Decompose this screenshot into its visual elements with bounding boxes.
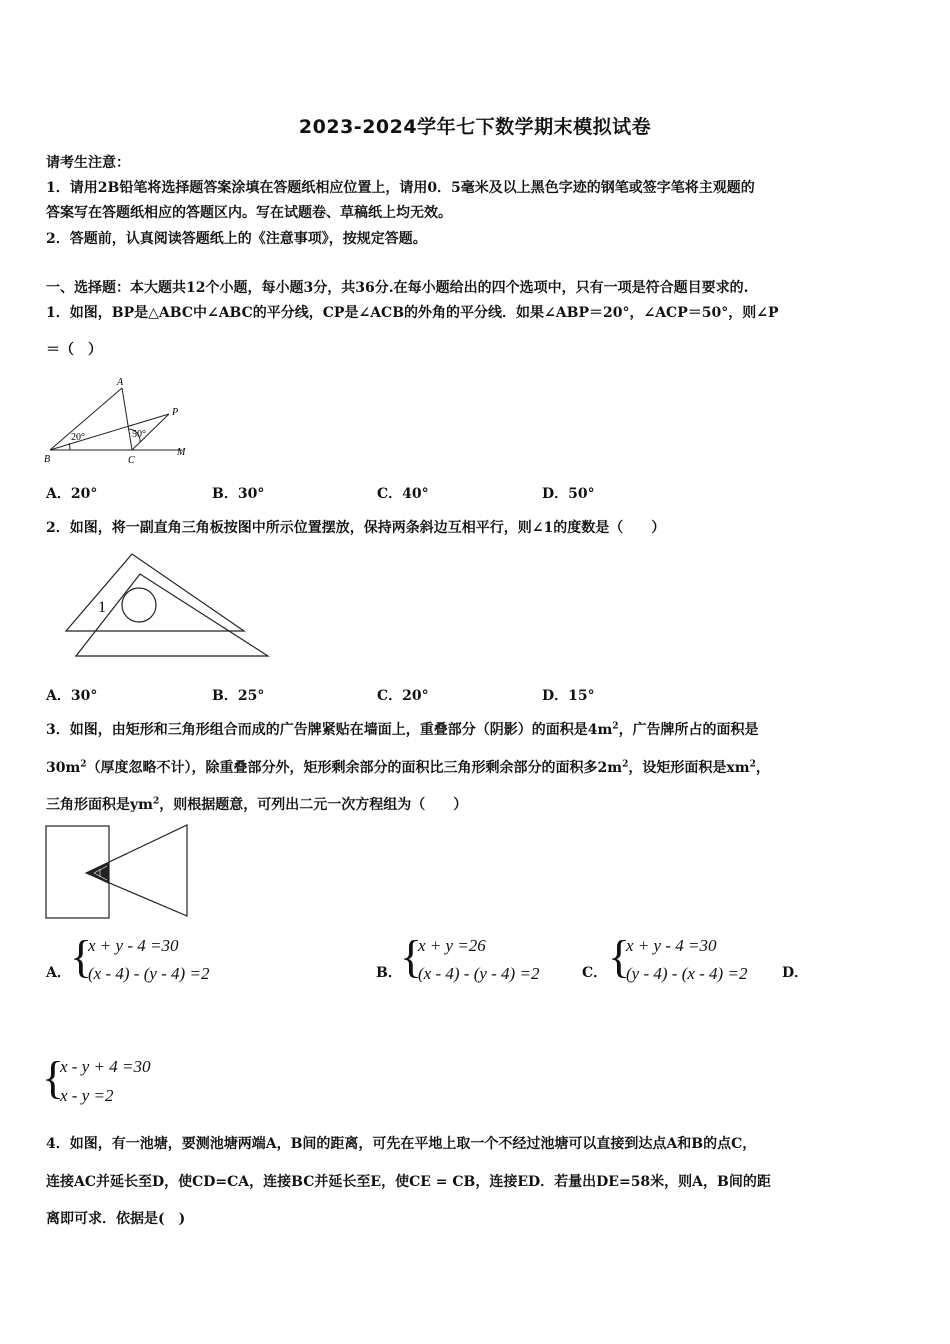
angle-label-50: 50° [132,429,146,440]
line-ba [50,388,122,450]
notice-line-1: 1．请用2B铅笔将选择题答案涂填在答题纸相应位置上，请用0．5毫米及以上黑色字迹的钢笔或签字笔将主观题的 [46,180,755,196]
q3-option-b-brace: { [400,931,423,982]
question-3-line-2: $30m^2$（厚度忽略不计），除重叠部分外，矩形剩余部分的面积比三角形剩余部分的面积多$2m^2$，设矩形面积是$xm^2$， [46,759,770,776]
triangle-upper [66,554,244,631]
q3-option-d-brace: { [42,1052,65,1103]
q3-option-c-eq1: x + y - 4 =30 [626,936,717,955]
shaded-overlap [86,862,109,884]
q3-option-c-eq2: (y - 4) - (x - 4) =2 [626,964,748,983]
label-m: M [177,447,186,458]
section-heading: 一、选择题：本大题共12个小题，每小题3分，共36分.在每小题给出的四个选项中，只有一项是符合题目要求的. [46,280,749,296]
q3-option-c-brace: { [608,931,631,982]
q2-option-b[interactable]: B．25° [212,688,265,704]
q2-option-c[interactable]: C．20° [377,688,429,704]
label-b: B [44,454,51,465]
question-3-line-1: 3．如图，由矩形和三角形组合而成的广告牌紧贴在墙面上，重叠部分（阴影）的面积是$4m^2$，广告牌所占的面积是 [46,721,759,738]
question-4-line-2: 连接AC并延长至D，使CD=CA，连接BC并延长至E，使CE = CB，连接ED．若量出DE=58米，则A，B间的距 [46,1174,771,1190]
q2-option-d[interactable]: D．15° [542,688,595,704]
label-p: P [172,407,179,418]
label-a: A [117,377,124,388]
q2-option-a[interactable]: A．30° [46,688,98,704]
q3-option-b-eq1: x + y =26 [418,936,486,955]
q3-option-d-eq1: x - y + 4 =30 [60,1057,151,1076]
question-4-line-3: 离即可求．依据是( ) [46,1211,186,1227]
label-c: C [128,455,135,466]
q3-option-d-eq2: x - y =2 [60,1086,114,1105]
angle-label-20: 20° [71,432,85,443]
q3-option-b-label[interactable]: B． [376,965,402,981]
question-4-line-1: 4．如图，有一池塘，要测池塘两端A，B间的距离，可先在平地上取一个不经过池塘可以直接到达点A和B的点C， [46,1136,757,1152]
question-1-text: 1．如图，BP是△ABC中∠ABC的平分线，CP是∠ACB的外角的平分线．如果∠ABP＝20°，∠ACP＝50°，则∠P [46,305,779,321]
notice-heading: 请考生注意： [46,155,130,171]
q3-option-a-eq1: x + y - 4 =30 [88,936,179,955]
page-title: 2023-2024学年七下数学期末模拟试卷 [298,116,652,138]
q3-option-a-brace: { [70,931,93,982]
question-2-figure [60,548,276,664]
q1-option-b[interactable]: B．30° [212,486,265,502]
q1-option-c[interactable]: C．40° [377,486,429,502]
q1-option-d[interactable]: D．50° [542,486,595,502]
question-1-figure [44,374,194,466]
angle-1-label: 1 [98,599,106,616]
notice-line-2: 答案写在答题纸相应的答题区内。写在试题卷、草稿纸上均无效。 [46,205,452,221]
question-1-text-end: ＝（ ） [46,342,102,358]
notice-line-3: 2．答题前，认真阅读答题纸上的《注意事项》，按规定答题。 [46,231,427,247]
q1-option-a[interactable]: A．20° [46,486,98,502]
q3-option-a-eq2: (x - 4) - (y - 4) =2 [88,964,210,983]
line-ac [122,388,132,450]
circle [122,588,156,622]
question-3-line-3: 三角形面积是$ym^2$，则根据题意，可列出二元一次方程组为（ ） [46,796,468,813]
q3-option-c-label[interactable]: C． [582,965,608,981]
q3-option-a-label[interactable]: A． [46,965,71,981]
q3-option-b-eq2: (x - 4) - (y - 4) =2 [418,964,540,983]
q3-option-d-label[interactable]: D． [782,965,809,981]
question-2-text: 2．如图，将一副直角三角板按图中所示位置摆放，保持两条斜边互相平行，则∠1的度数是（ ） [46,520,666,536]
question-3-figure [44,823,194,921]
